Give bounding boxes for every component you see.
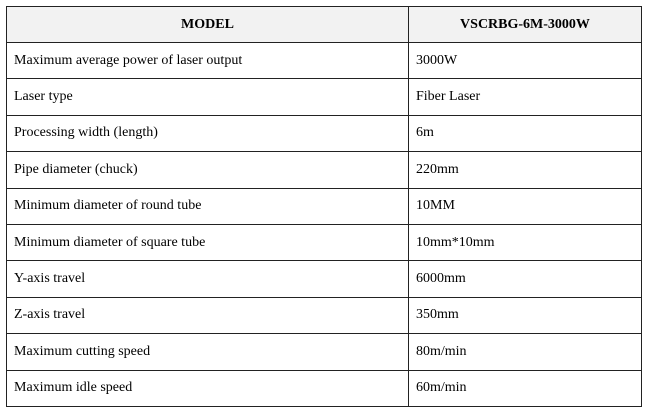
table-row [7, 224, 642, 260]
table-row [7, 115, 642, 151]
header-model-number: VSCRBG-6M-3000W [409, 7, 642, 43]
spec-table [6, 6, 642, 407]
table-row [7, 370, 642, 406]
param-cell: Maximum idle speed [7, 370, 409, 406]
value-cell: 6m [409, 115, 642, 151]
param-cell: Maximum cutting speed [7, 334, 409, 370]
value-cell: 350mm [409, 297, 642, 333]
param-cell: Minimum diameter of round tube [7, 188, 409, 224]
value-cell: 220mm [409, 152, 642, 188]
param-cell: Z-axis travel [7, 297, 409, 333]
param-cell: Laser type [7, 79, 409, 115]
value-cell: 3000W [409, 43, 642, 79]
value-cell: 10MM [409, 188, 642, 224]
table-row [7, 152, 642, 188]
table-row [7, 261, 642, 297]
param-cell: Maximum average power of laser output [7, 43, 409, 79]
value-cell: 60m/min [409, 370, 642, 406]
param-cell: Pipe diameter (chuck) [7, 152, 409, 188]
table-row [7, 188, 642, 224]
value-cell: Fiber Laser [409, 79, 642, 115]
value-cell: 80m/min [409, 334, 642, 370]
value-cell: 6000mm [409, 261, 642, 297]
table-row [7, 43, 642, 79]
param-cell: Y-axis travel [7, 261, 409, 297]
table-row [7, 334, 642, 370]
value-cell: 10mm*10mm [409, 224, 642, 260]
param-cell: Minimum diameter of square tube [7, 224, 409, 260]
param-cell: Processing width (length) [7, 115, 409, 151]
header-model: MODEL [7, 7, 409, 43]
table-row [7, 79, 642, 115]
table-row [7, 297, 642, 333]
table-header-row [7, 7, 642, 43]
